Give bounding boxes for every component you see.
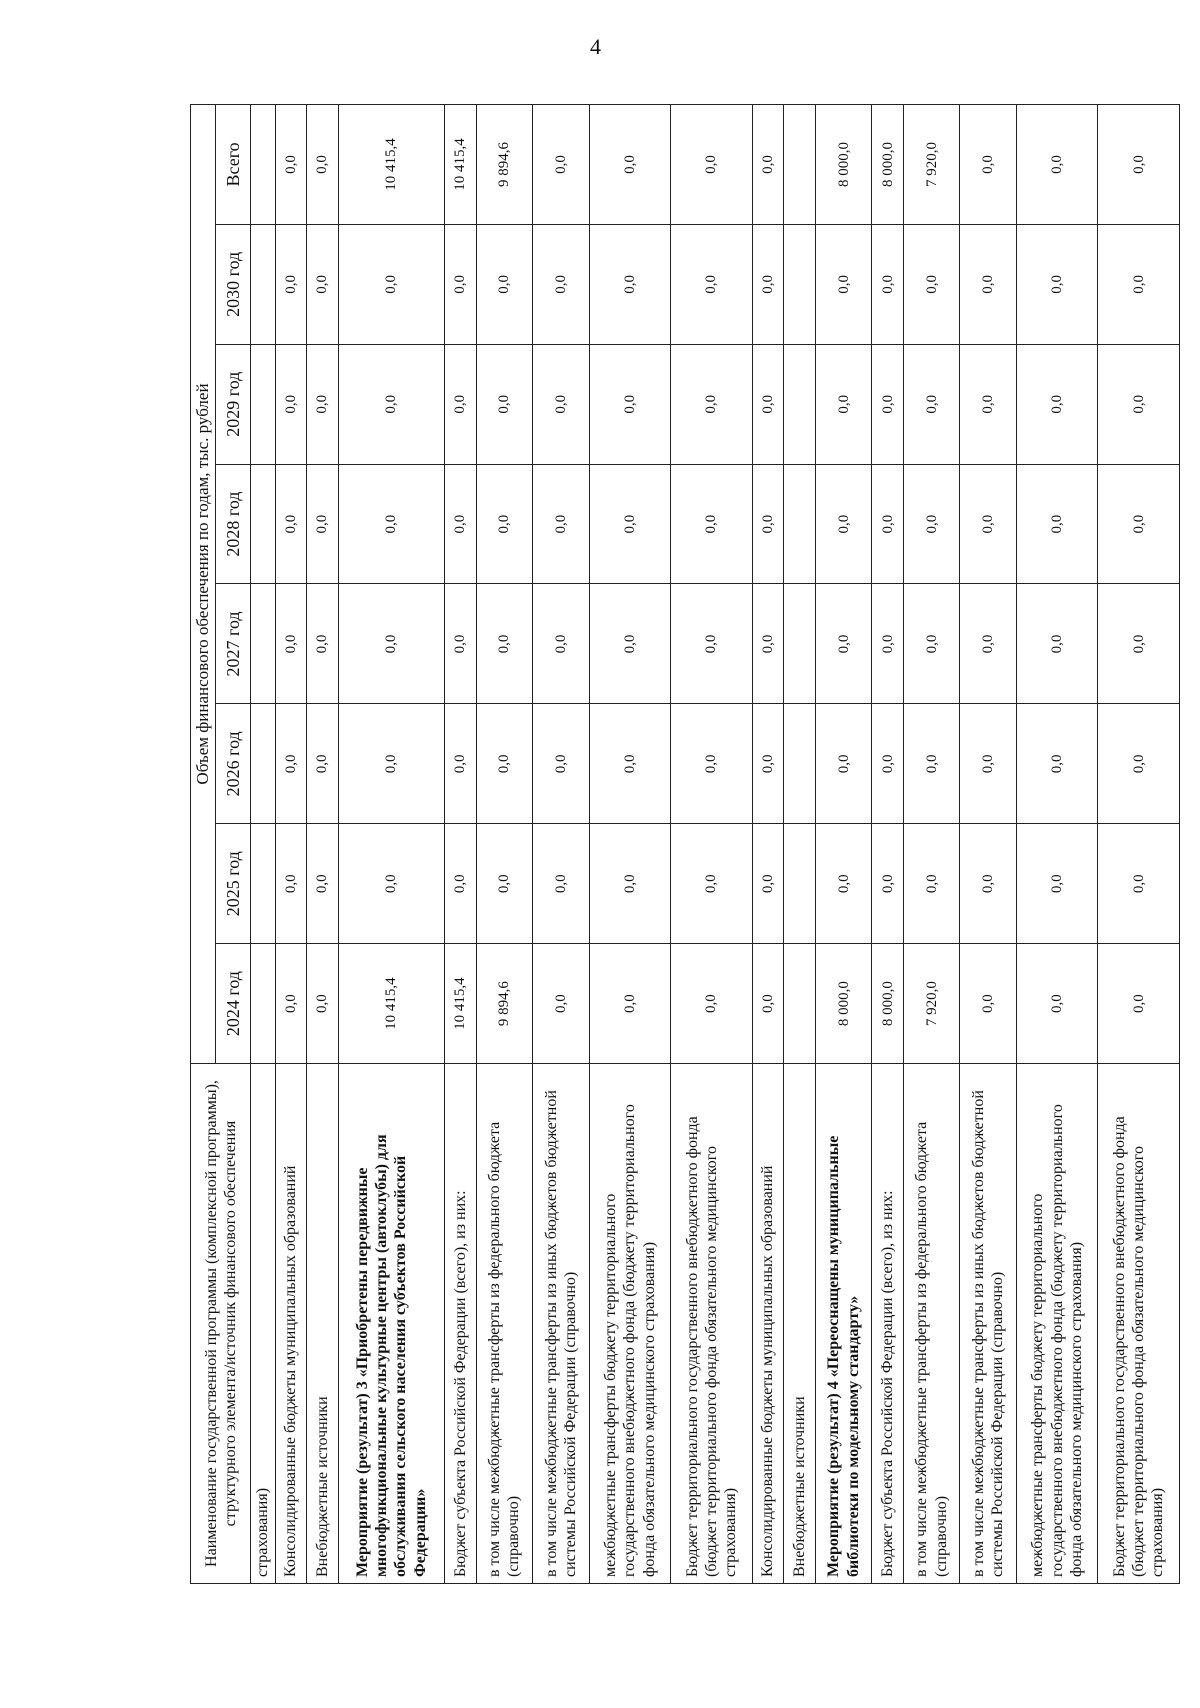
row-label: Консолидированные бюджеты муниципальных образований — [275, 1064, 307, 1584]
table-row — [338, 105, 445, 1584]
value-cell: 0,0 — [589, 464, 671, 584]
table-body — [251, 105, 1180, 1584]
value-cell: 0,0 — [960, 344, 1017, 464]
value-cell: 0,0 — [1016, 944, 1098, 1064]
value-cell: 7 920,0 — [903, 944, 960, 1064]
value-cell — [251, 944, 275, 1064]
table-row — [903, 105, 960, 1584]
value-cell: 0,0 — [338, 464, 445, 584]
row-label: Мероприятие (результат) 4 «Переоснащены муниципальные библиотеки по модельному стандарту» — [815, 1064, 872, 1584]
value-cell: 0,0 — [275, 584, 307, 704]
value-cell: 0,0 — [815, 824, 872, 944]
value-cell: 0,0 — [903, 224, 960, 344]
value-cell: 0,0 — [1016, 584, 1098, 704]
value-cell — [784, 464, 816, 584]
value-cell — [251, 105, 275, 225]
value-cell: 0,0 — [671, 944, 753, 1064]
value-cell: 0,0 — [752, 584, 784, 704]
value-cell: 0,0 — [445, 224, 477, 344]
row-label: Внебюджетные источники — [784, 1064, 816, 1584]
value-cell: 0,0 — [671, 224, 753, 344]
row-label: межбюджетные трансферты бюджету территориального государственного внебюджетного фонда (бюджету территориального фонда обязательного медицинского страхования) — [1016, 1064, 1098, 1584]
table-row — [445, 105, 477, 1584]
value-cell: 0,0 — [533, 824, 590, 944]
value-cell — [251, 824, 275, 944]
value-cell — [251, 344, 275, 464]
row-label: межбюджетные трансферты бюджету территориального государственного внебюджетного фонда (бюджету территориального фонда обязательного медицинского страхования) — [589, 1064, 671, 1584]
table-row — [1016, 105, 1098, 1584]
value-cell: 7 920,0 — [903, 105, 960, 225]
value-cell: 0,0 — [1016, 704, 1098, 824]
value-cell: 0,0 — [815, 224, 872, 344]
value-cell: 0,0 — [476, 464, 533, 584]
value-cell: 0,0 — [752, 464, 784, 584]
table-row — [960, 105, 1017, 1584]
value-cell: 0,0 — [445, 464, 477, 584]
value-cell: 0,0 — [903, 344, 960, 464]
value-cell: 0,0 — [815, 464, 872, 584]
value-cell: 0,0 — [307, 584, 339, 704]
value-cell: 0,0 — [903, 584, 960, 704]
value-cell: 0,0 — [1098, 344, 1180, 464]
value-cell — [251, 704, 275, 824]
value-cell: 0,0 — [307, 105, 339, 225]
value-cell — [251, 464, 275, 584]
year-header: 2028 год — [216, 464, 251, 584]
value-cell: 0,0 — [589, 584, 671, 704]
value-cell: 0,0 — [872, 344, 904, 464]
value-cell: 10 415,4 — [445, 105, 477, 225]
value-cell: 0,0 — [872, 224, 904, 344]
value-cell: 0,0 — [589, 944, 671, 1064]
value-cell: 0,0 — [1098, 464, 1180, 584]
value-cell — [784, 224, 816, 344]
financing-table — [190, 104, 1180, 1584]
row-label: Консолидированные бюджеты муниципальных образований — [752, 1064, 784, 1584]
rotated-table-container — [190, 104, 1180, 1584]
table-row — [815, 105, 872, 1584]
value-cell: 0,0 — [307, 824, 339, 944]
value-cell: 0,0 — [533, 584, 590, 704]
value-cell: 0,0 — [445, 704, 477, 824]
value-cell: 0,0 — [476, 584, 533, 704]
value-cell: 0,0 — [671, 464, 753, 584]
value-cell — [251, 224, 275, 344]
value-cell: 0,0 — [275, 344, 307, 464]
value-cell: 0,0 — [445, 344, 477, 464]
value-cell — [784, 944, 816, 1064]
value-cell: 0,0 — [1098, 224, 1180, 344]
value-cell: 0,0 — [533, 464, 590, 584]
value-cell: 0,0 — [752, 344, 784, 464]
value-cell: 0,0 — [533, 944, 590, 1064]
value-cell: 0,0 — [752, 224, 784, 344]
value-cell: 0,0 — [307, 224, 339, 344]
value-cell: 0,0 — [671, 584, 753, 704]
year-header: 2029 год — [216, 344, 251, 464]
table-row — [251, 105, 275, 1584]
value-cell: 0,0 — [960, 584, 1017, 704]
value-cell: 0,0 — [960, 105, 1017, 225]
value-cell: 0,0 — [533, 344, 590, 464]
table-row — [671, 105, 753, 1584]
value-cell: 8 000,0 — [872, 105, 904, 225]
value-cell — [784, 584, 816, 704]
value-cell: 8 000,0 — [872, 944, 904, 1064]
value-cell: 0,0 — [533, 224, 590, 344]
value-cell: 0,0 — [589, 704, 671, 824]
value-cell: 0,0 — [872, 584, 904, 704]
value-cell: 0,0 — [1016, 105, 1098, 225]
value-cell: 0,0 — [307, 944, 339, 1064]
value-cell: 10 415,4 — [338, 944, 445, 1064]
value-cell: 0,0 — [589, 344, 671, 464]
value-cell: 0,0 — [1098, 584, 1180, 704]
value-cell: 0,0 — [533, 704, 590, 824]
value-cell: 0,0 — [589, 105, 671, 225]
value-cell: 0,0 — [589, 824, 671, 944]
table-row — [589, 105, 671, 1584]
value-cell: 0,0 — [903, 464, 960, 584]
value-cell: 0,0 — [1016, 824, 1098, 944]
value-cell: 0,0 — [275, 464, 307, 584]
value-cell: 0,0 — [275, 224, 307, 344]
value-cell: 10 415,4 — [445, 944, 477, 1064]
value-cell: 0,0 — [338, 824, 445, 944]
header-volume: Объем финансового обеспечения по годам, тыс. рублей — [191, 105, 216, 1064]
value-cell: 0,0 — [872, 824, 904, 944]
value-cell: 10 415,4 — [338, 105, 445, 225]
value-cell: 0,0 — [307, 344, 339, 464]
value-cell: 0,0 — [533, 105, 590, 225]
value-cell: 0,0 — [872, 464, 904, 584]
year-header: 2025 год — [216, 824, 251, 944]
year-header: 2026 год — [216, 704, 251, 824]
table-row — [307, 105, 339, 1584]
value-cell: 8 000,0 — [815, 944, 872, 1064]
value-cell: 0,0 — [476, 344, 533, 464]
header-name-column: Наименование государственной программы (комплексной программы), структурного элемента/источник финансового обеспечения — [191, 1064, 251, 1584]
value-cell: 0,0 — [960, 704, 1017, 824]
value-cell: 9 894,6 — [476, 105, 533, 225]
value-cell: 0,0 — [338, 224, 445, 344]
value-cell: 0,0 — [275, 105, 307, 225]
year-header: 2024 год — [216, 944, 251, 1064]
value-cell — [784, 344, 816, 464]
table-row — [476, 105, 533, 1584]
value-cell: 9 894,6 — [476, 944, 533, 1064]
value-cell: 0,0 — [1098, 105, 1180, 225]
value-cell: 0,0 — [960, 824, 1017, 944]
value-cell — [784, 105, 816, 225]
row-label: в том числе межбюджетные трансферты из федерального бюджета (справочно) — [476, 1064, 533, 1584]
value-cell: 0,0 — [752, 105, 784, 225]
value-cell: 0,0 — [872, 704, 904, 824]
value-cell: 0,0 — [307, 464, 339, 584]
table-row — [533, 105, 590, 1584]
value-cell: 0,0 — [903, 824, 960, 944]
row-label: страхования) — [251, 1064, 275, 1584]
table-row — [784, 105, 816, 1584]
value-cell: 0,0 — [960, 944, 1017, 1064]
row-label: в том числе межбюджетные трансферты из иных бюджетов бюджетной системы Российской Федерации (справочно) — [960, 1064, 1017, 1584]
table-row — [752, 105, 784, 1584]
value-cell: 0,0 — [903, 704, 960, 824]
row-label: в том числе межбюджетные трансферты из федерального бюджета (справочно) — [903, 1064, 960, 1584]
table-row — [1098, 105, 1180, 1584]
year-header: 2027 год — [216, 584, 251, 704]
value-cell: 0,0 — [752, 824, 784, 944]
table-row — [275, 105, 307, 1584]
row-label: Бюджет субъекта Российской Федерации (всего), из них: — [872, 1064, 904, 1584]
value-cell: 0,0 — [476, 824, 533, 944]
value-cell: 0,0 — [752, 704, 784, 824]
value-cell: 0,0 — [338, 344, 445, 464]
value-cell: 0,0 — [275, 824, 307, 944]
row-label: Бюджет территориального государственного внебюджетного фонда (бюджет территориального фонда обязательного медицинского страхования) — [671, 1064, 753, 1584]
value-cell: 0,0 — [445, 824, 477, 944]
value-cell: 0,0 — [275, 944, 307, 1064]
page-number: 4 — [590, 34, 601, 59]
value-cell — [251, 584, 275, 704]
value-cell: 8 000,0 — [815, 105, 872, 225]
value-cell: 0,0 — [671, 105, 753, 225]
value-cell: 0,0 — [815, 344, 872, 464]
row-label: в том числе межбюджетные трансферты из иных бюджетов бюджетной системы Российской Федерации (справочно) — [533, 1064, 590, 1584]
value-cell: 0,0 — [671, 344, 753, 464]
value-cell: 0,0 — [338, 704, 445, 824]
year-header: Всего — [216, 105, 251, 225]
value-cell: 0,0 — [445, 584, 477, 704]
value-cell: 0,0 — [960, 464, 1017, 584]
value-cell: 0,0 — [815, 704, 872, 824]
year-header: 2030 год — [216, 224, 251, 344]
value-cell — [784, 704, 816, 824]
value-cell — [784, 824, 816, 944]
table-row — [872, 105, 904, 1584]
value-cell: 0,0 — [338, 584, 445, 704]
value-cell: 0,0 — [307, 704, 339, 824]
row-label: Бюджет территориального государственного внебюджетного фонда (бюджет территориального фонда обязательного медицинского страхования) — [1098, 1064, 1180, 1584]
value-cell: 0,0 — [476, 704, 533, 824]
value-cell: 0,0 — [476, 224, 533, 344]
value-cell: 0,0 — [1098, 824, 1180, 944]
value-cell: 0,0 — [589, 224, 671, 344]
value-cell: 0,0 — [671, 704, 753, 824]
value-cell: 0,0 — [815, 584, 872, 704]
value-cell: 0,0 — [1016, 344, 1098, 464]
value-cell: 0,0 — [752, 944, 784, 1064]
value-cell: 0,0 — [1098, 944, 1180, 1064]
value-cell: 0,0 — [1016, 464, 1098, 584]
value-cell: 0,0 — [275, 704, 307, 824]
row-label: Бюджет субъекта Российской Федерации (всего), из них: — [445, 1064, 477, 1584]
row-label: Внебюджетные источники — [307, 1064, 339, 1584]
value-cell: 0,0 — [671, 824, 753, 944]
value-cell: 0,0 — [1098, 704, 1180, 824]
row-label: Мероприятие (результат) 3 «Приобретены передвижные многофункциональные культурные центры (автоклубы) для обслуживания сельского населения субъектов Российской Федерации» — [338, 1064, 445, 1584]
value-cell: 0,0 — [1016, 224, 1098, 344]
value-cell: 0,0 — [960, 224, 1017, 344]
